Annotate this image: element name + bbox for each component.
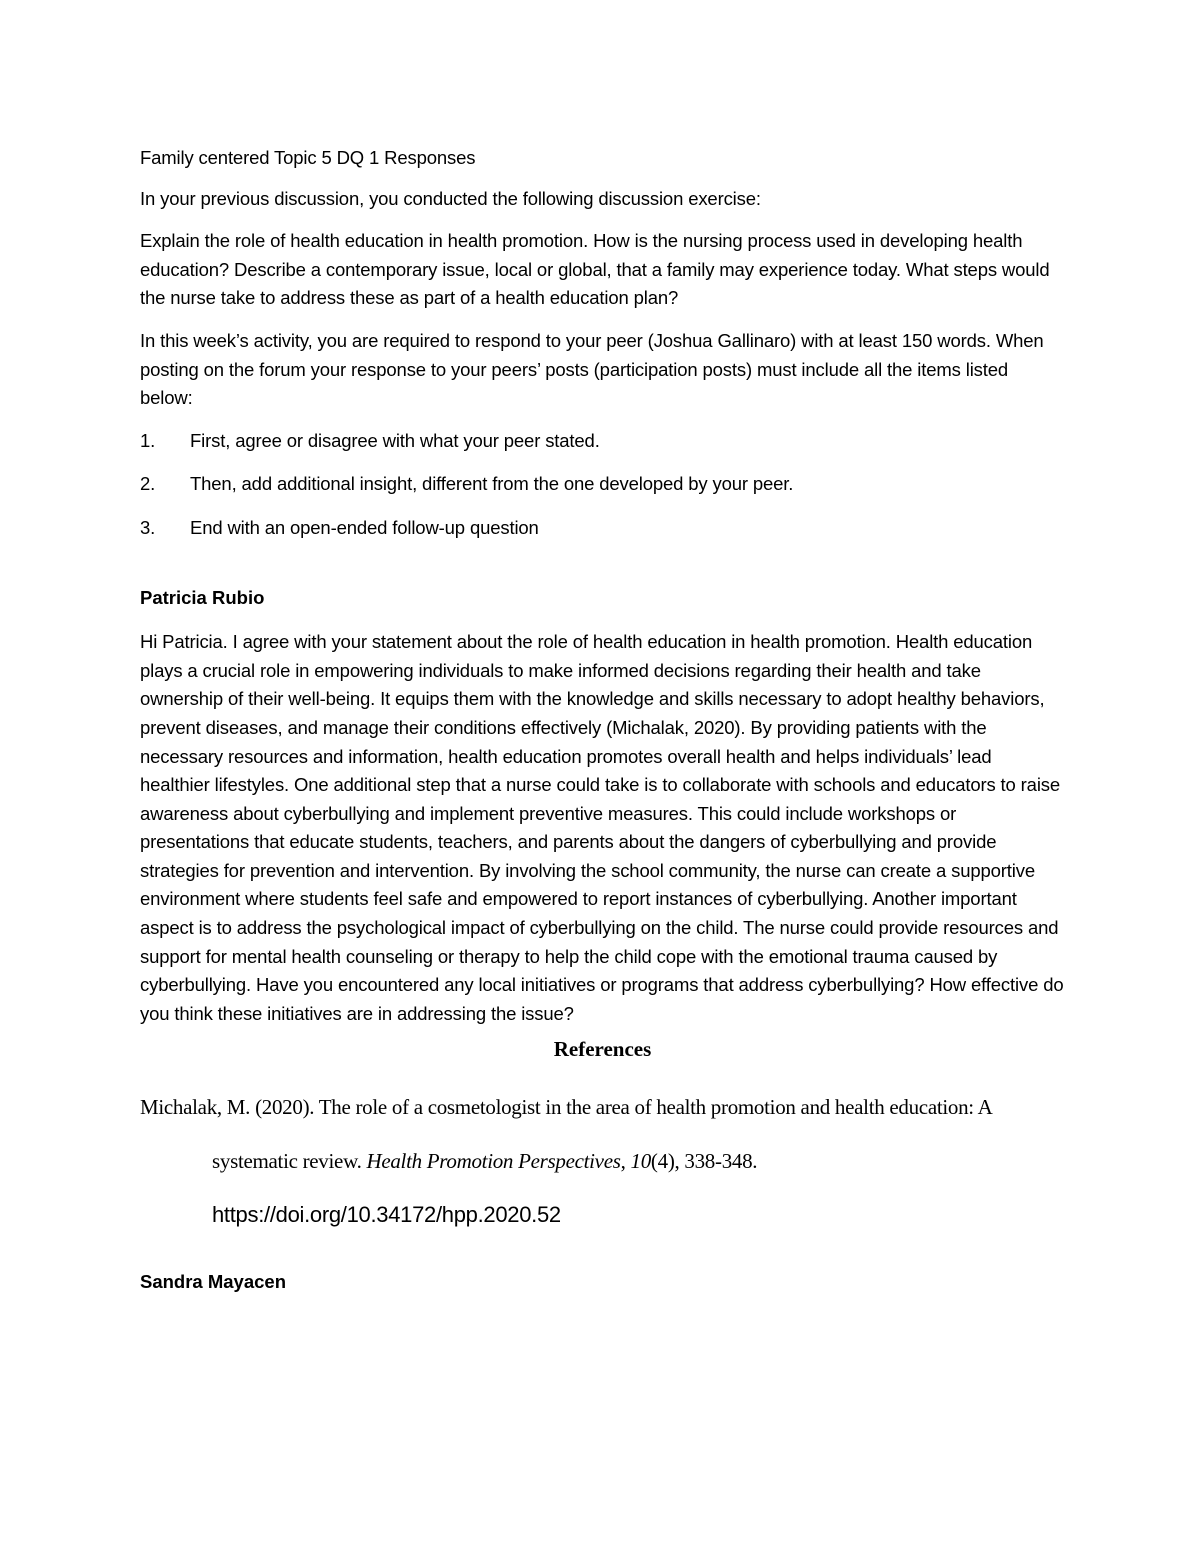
list-item bbox=[140, 427, 1065, 456]
instructions-paragraph: In this week’s activity, you are required to respond to your peer (Joshua Gallinaro) with at least 150 words. When posting on the forum your response to your peers’ posts (participation posts) must include all the items listed below: bbox=[140, 329, 1044, 409]
list-item-text: Then, add additional insight, different from the one developed by your peer. bbox=[190, 473, 794, 495]
list-item bbox=[140, 514, 1065, 543]
list-item-number: 1. bbox=[140, 429, 156, 451]
reference-authors-title: Michalak, M. (2020). The role of a cosmetologist in the area of health promotion and health education: A systematic review. bbox=[140, 1095, 992, 1174]
list-item-text: End with an open-ended follow-up question bbox=[190, 516, 539, 538]
reference-separator: , bbox=[620, 1149, 631, 1174]
list-item-text: First, agree or disagree with what your peer stated. bbox=[190, 429, 600, 451]
section-spacer bbox=[140, 558, 1065, 584]
document-title: Family centered Topic 5 DQ 1 Responses bbox=[140, 147, 476, 168]
list-item-number: 3. bbox=[140, 516, 156, 538]
references-heading: References bbox=[553, 1037, 652, 1062]
peer-name-heading: Patricia Rubio bbox=[140, 586, 265, 608]
reference-volume: 10 bbox=[630, 1149, 651, 1174]
reference-entry bbox=[140, 1080, 1065, 1242]
reference-issue-pages: (4), 338-348. bbox=[650, 1149, 758, 1174]
document-content bbox=[140, 144, 1065, 1313]
list-item-number: 2. bbox=[140, 473, 156, 495]
response-paragraph: Hi Patricia. I agree with your statement about the role of health education in health promotion. Health education plays a crucial role in empowering individuals to make informed decisions regarding their health and take ownership of their well-being. It equips them with the knowledge and skills necessary to adopt healthy behaviors, prevent diseases, and manage their conditions effectively (Michalak, 2020). By providing patients with the necessary resources and information, health education promotes overall health and helps individuals’ lead healthier lifestyles. One additional step that a nurse could take is to collaborate with schools and educators to raise awareness about cyberbullying and implement preventive measures. This could include workshops or presentations that educate students, teachers, and parents about the dangers of cyberbullying and provide strategies for prevention and intervention. By involving the school community, the nurse can create a supportive environment where students feel safe and empowered to report instances of cyberbullying. Another important aspect is to address the psychological impact of cyberbullying on the child. The nurse could provide resources and support for mental health counseling or therapy to help the child cope with the emotional trauma caused by cyberbullying. Have you encountered any local initiatives or programs that address cyberbullying? How effective do you think these initiatives are in addressing the issue? bbox=[140, 631, 1064, 1024]
intro-paragraph: In your previous discussion, you conducted the following discussion exercise: bbox=[140, 187, 761, 209]
steps-list bbox=[140, 427, 1065, 543]
discussion-prompt: Explain the role of health education in health promotion. How is the nursing process used in developing health education? Describe a contemporary issue, local or global, that a family may experience today. What steps would the nurse take to address these as part of a health education plan? bbox=[140, 230, 1050, 309]
reference-journal: Health Promotion Perspectives bbox=[366, 1149, 621, 1174]
reference-doi-link[interactable]: https://doi.org/10.34172/hpp.2020.52 bbox=[212, 1202, 561, 1228]
list-item bbox=[140, 470, 1065, 499]
peer-name-heading-2: Sandra Mayacen bbox=[140, 1271, 287, 1293]
